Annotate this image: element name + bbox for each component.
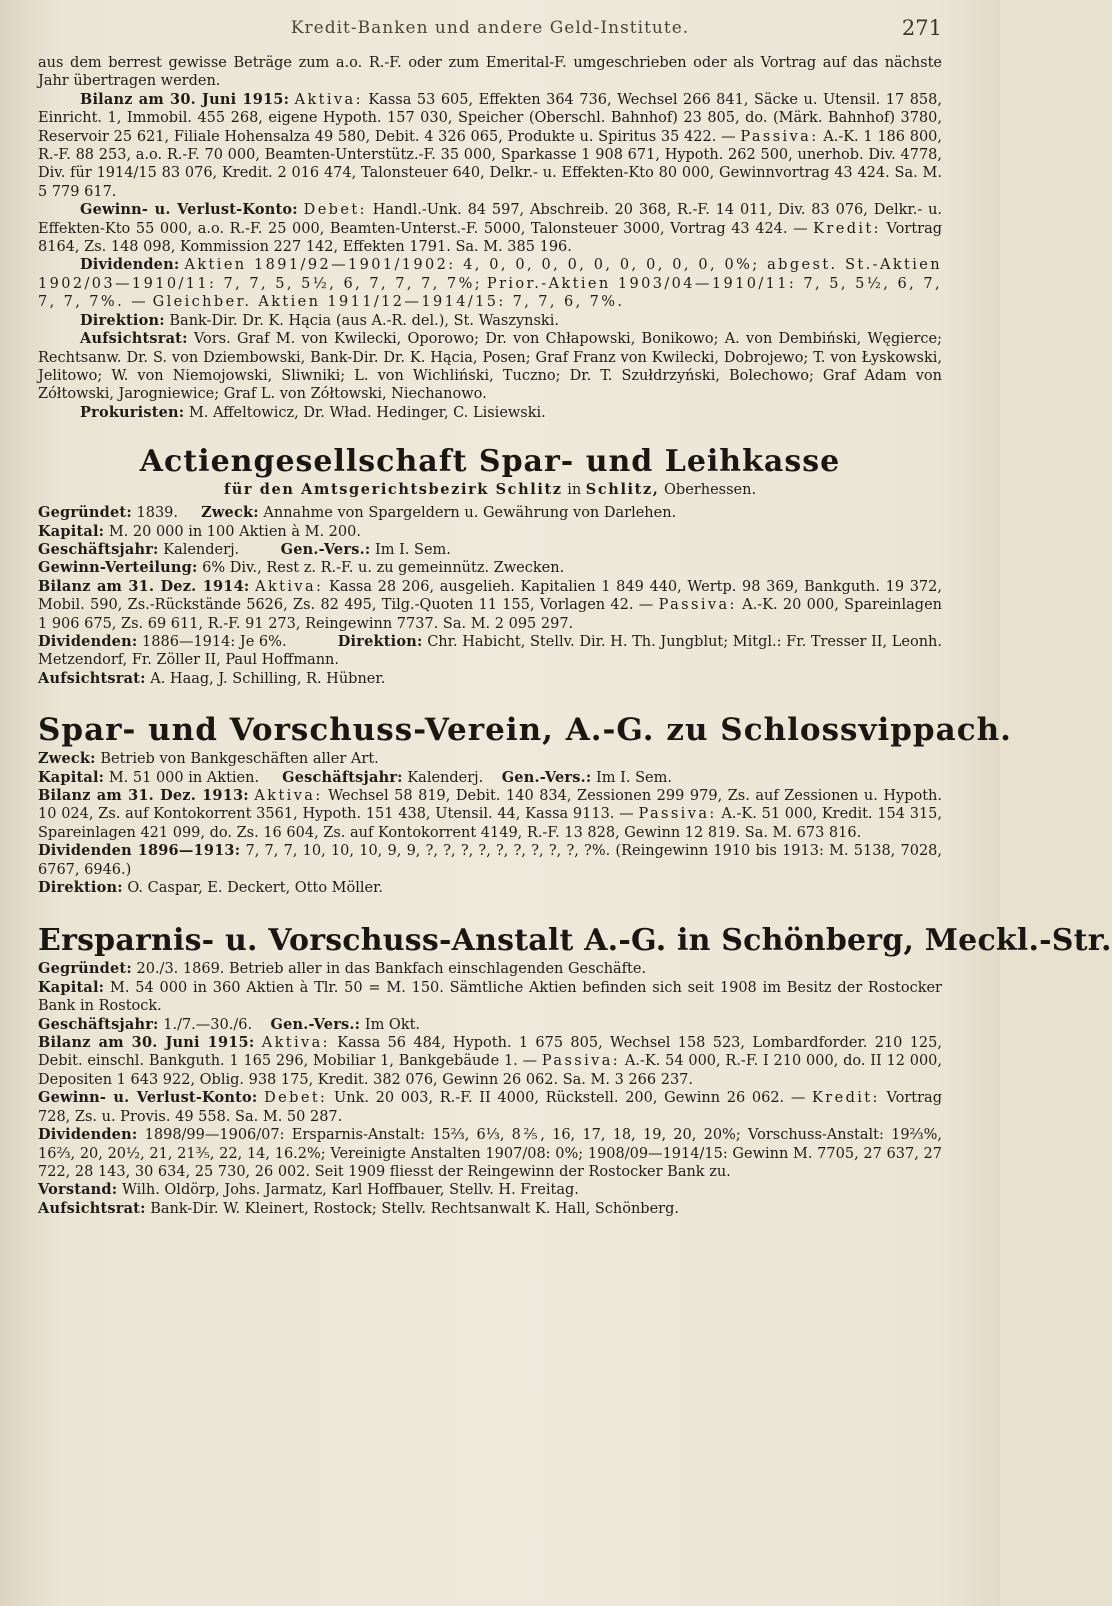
zweck-line: Zweck: Betrieb von Bankgeschäften aller Art. (38, 750, 379, 768)
bilanz-paragraph: Bilanz am 31. Dez. 1913: Aktiva: Wechsel 58 819, Debit. 140 834, Zessionen 299 979, Zs. auf Zessionen u. Hypoth. 10 024, Zs. auf Kontokorrent 3561, Hypoth. 151 438, Utensil. 44, Kassa 9113. — Passiva: A.-K. 51 000, Kredit. 154 315, Spareinlagen 421 099, do. Zs. 16 604, Zs. auf Kontokorrent 4149, R.-F. 13 828, Gewinn 12 819. Sa. M. 673 816. (38, 787, 943, 841)
company-title-schlossvippach: Spar- und Vorschuss-Verein, A.-G. zu Schlossvippach. (38, 712, 1012, 749)
vorstand-line: Vorstand: Wilh. Oldörp, Johs. Jarmatz, Karl Hoffbauer, Stellv. H. Freitag. (38, 1181, 579, 1199)
dividenden-paragraph: Dividenden: 1898/99—1906/07: Ersparnis-Anstalt: 15⅔, 6⅓, 8⅖, 16, 17, 18, 19, 20, 20%; Vorschuss-Anstalt: 19⅔%, 16⅔, 20, 20½, 21, 21⅗, 22, 14, 16.2%; Vereinigte Anstalten 1907/08: 0%; 1908/09—1914/15: Gewinn M. 7705, 27 637, 27 722, 28 143, 30 634, 25 730, 26 002. Seit 1909 fliesst der Reingewinn der Rostocker Bank zu. (38, 1126, 943, 1180)
gegruendet-line: Gegründet: 20./3. 1869. Betrieb aller in das Bankfach einschlagenden Geschäfte. (38, 960, 647, 978)
bilanz-paragraph: Bilanz am 30. Juni 1915: Aktiva: Kassa 56 484, Hypoth. 1 675 805, Wechsel 158 523, Lombardforder. 210 125, Debit. einschl. Bankguth. 1 165 296, Mobiliar 1, Bankgebäude 1. — Passiva: A.-K. 54 000, R.-F. I 210 000, do. II 12 000, Depositen 1 643 922, Oblig. 938 175, Kredit. 382 076, Gewinn 26 062. Sa. M. 3 266 237. (38, 1034, 943, 1088)
intro-paragraph: aus dem berrest gewisse Beträge zum a.o. R.-F. oder zum Emerital-F. umgeschrieben oder als Vortrag auf das nächste Jahr übertragen werden. (38, 55, 942, 90)
aufsichtsrat-line: Aufsichtsrat: Bank-Dir. W. Kleinert, Rostock; Stellv. Rechtsanwalt K. Hall, Schönberg. (38, 1199, 679, 1217)
dividend-paragraph: Dividenden: Aktien 1891/92—1901/1902: 4, 0, 0, 0, 0, 0, 0, 0, 0, 0, 0%; abgest. St.-Aktien 1902/03—1910/11: 7, 7, 5, 5½, 6, 7, 7, 7, 7%; Prior.-Aktien 1903/04—1910/11: 7, 5, 5½, 6, 7, 7, 7, 7%. — Gleichber. Aktien 1911/12—1914/15: 7, 7, 6, 7%. (38, 256, 942, 311)
direktion-line: Direktion: O. Caspar, E. Deckert, Otto Möller. (38, 879, 384, 897)
geschaeftsjahr-line: Geschäftsjahr: 1./7.—30./6. Gen.-Vers.: Im Okt. (38, 1015, 421, 1033)
prev-company-entry (38, 54, 942, 422)
page-number: 271 (901, 16, 942, 40)
gewinn-verteilung-line: Gewinn-Verteilung: 6% Div., Rest z. R.-F. u. zu gemeinnütz. Zwecken. (38, 559, 565, 577)
company-entry-schlitz (38, 504, 942, 688)
company-entry-schoenberg (38, 960, 942, 1218)
guv-paragraph: Gewinn- u. Verlust-Konto: Debet: Unk. 20 003, R.-F. II 4000, Rückstell. 200, Gewinn 26 062. — Kredit: Vortrag 728, Zs. u. Provis. 49 558. Sa. M. 50 287. (38, 1089, 942, 1125)
aufsichtsrat-paragraph: Aufsichtsrat: Vors. Graf M. von Kwilecki, Oporowo; Dr. von Chłapowski, Bonikowo; A. von Dembiński, Węgierce; Rechtsanw. Dr. S. von Dziembowski, Bank-Dir. Dr. K. Hącia, Posen; Graf Franz von Kwilecki, Dobrojewo; T. von Łyskowski, Jelitowo; W. von Niemojowski, Sliwniki; L. von Wichliński, Tuczno; Dr. T. Szułdrzyński, Bolechowo; Graf Adam von Zółtowski, Jarogniewice; Graf L. von Zółtowski, Niechanowo. (38, 330, 942, 403)
running-title: Kredit-Banken und andere Geld-Institute. (290, 18, 690, 38)
dividenden-paragraph: Dividenden 1896—1913: 7, 7, 7, 10, 10, 10, 9, 9, ?, ?, ?, ?, ?, ?, ?, ?, ?, ?%. (Reingewinn 1910 bis 1913: M. 5138, 7028, 6767, 6946.) (38, 842, 943, 878)
bilanz-paragraph: Bilanz am 31. Dez. 1914: Aktiva: Kassa 28 206, ausgelieh. Kapitalien 1 849 440, Wertp. 98 369, Bankguth. 19 372, Mobil. 590, Zs.-Rückstände 5626, Zs. 82 495, Tilg.-Quoten 11 155, Vorlagen 42. — Passiva: A.-K. 20 000, Spareinlagen 1 906 675, Zs. 69 611, R.-F. 91 273, Reingewinn 7737. Sa. M. 2 095 297. (38, 577, 943, 632)
company-title-schlitz: Actiengesellschaft Spar- und Leihkasse (139, 444, 841, 480)
kapital-line: Kapital: M. 20 000 in 100 Aktien à M. 200. (38, 522, 361, 540)
dividenden-direktion-paragraph: Dividenden: 1886—1914: Je 6%. Direktion: Chr. Habicht, Stellv. Dir. H. Th. Jungblut; Mitgl.: Fr. Tresser II, Leonh. Metzendorf, Fr. Zöller II, Paul Hoffmann. (38, 632, 943, 669)
company-subtitle-schlitz: für den Amtsgerichtsbezirk Schlitz in Schlitz, Oberhessen. (223, 481, 757, 499)
kapital-line: Kapital: M. 51 000 in Aktien. Geschäftsjahr: Kalenderj. Gen.-Vers.: Im I. Sem. (38, 768, 672, 786)
prokuristen-paragraph: Prokuristen: M. Affeltowicz, Dr. Wład. Hedinger, C. Lisiewski. (80, 403, 546, 421)
running-head (38, 14, 942, 54)
company-entry-schlossvippach (38, 750, 942, 897)
direktion-paragraph: Direktion: Bank-Dir. Dr. K. Hącia (aus A.-R. del.), St. Waszynski. (80, 311, 559, 329)
company-title-schoenberg: Ersparnis- u. Vorschuss-Anstalt A.-G. in Schönberg, Meckl.-Str. (38, 923, 1112, 959)
aufsichtsrat-line: Aufsichtsrat: A. Haag, J. Schilling, R. Hübner. (38, 669, 386, 687)
geschaeftsjahr-line: Geschäftsjahr: Kalenderj. Gen.-Vers.: Im I. Sem. (38, 540, 451, 558)
bilanz-paragraph: Bilanz am 30. Juni 1915: Aktiva: Kassa 53 605, Effekten 364 736, Wechsel 266 841, Säcke u. Utensil. 17 858, Einricht. 1, Immobil. 455 268, eigene Hypoth. 157 030, Speicher (Oberschl. Bahnhof) 23 805, do. (Märk. Bahnhof) 3780, Reservoir 25 621, Filiale Hohensalza 49 580, Debit. 4 326 065, Produkte u. Spiritus 35 422. — Passiva: A.-K. 1 186 800, R.-F. 88 253, a.o. R.-F. 70 000, Beamten-Unterstütz.-F. 35 000, Sparkasse 1 908 671, Hypoth. 262 500, unerhob. Div. 4778, Div. für 1914/15 83 076, Kredit. 2 016 474, Talonsteuer 640, Delkr.- u. Effekten-Kto 80 000, Gewinnvortrag 43 424. Sa. M. 5 779 617. (38, 90, 942, 200)
gegruendet-zweck-line: Gegründet: 1839. Zweck: Annahme von Spargeldern u. Gewährung von Darlehen. (38, 504, 677, 522)
kapital-paragraph: Kapital: M. 54 000 in 360 Aktien à Tlr. 50 = M. 150. Sämtliche Aktien befinden sich seit 1908 im Besitz der Rostocker Bank in Rostock. (38, 978, 942, 1015)
guv-paragraph: Gewinn- u. Verlust-Konto: Debet: Handl.-Unk. 84 597, Abschreib. 20 368, R.-F. 14 011, Div. 83 076, Delkr.- u. Effekten-Kto 55 000, a.o. R.-F. 25 000, Beamten-Unterst.-F. 5000, Talonsteuer 3000, Vortrag 43 424. — Kredit: Vortrag 8164, Zs. 148 098, Kommission 227 142, Effekten 1791. Sa. M. 385 196. (38, 201, 943, 256)
